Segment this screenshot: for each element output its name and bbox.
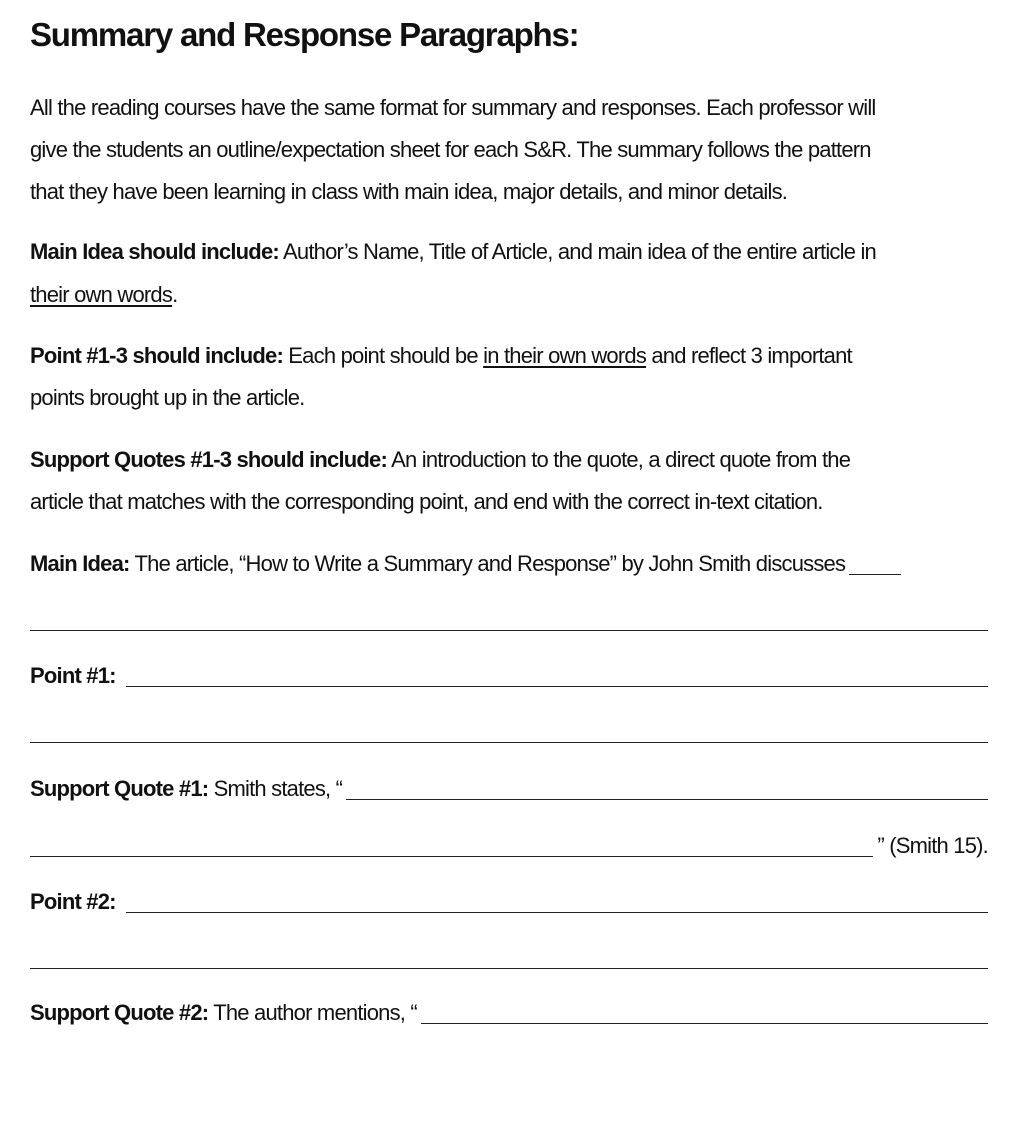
field-text: The author mentions, “: [208, 1000, 417, 1025]
quote2-row: [30, 999, 988, 1027]
field-label: Point #2:: [30, 889, 116, 914]
page-title: Summary and Response Paragraphs:: [30, 16, 579, 53]
main-idea-blank[interactable]: [849, 554, 901, 575]
requirement-text: Each point should be: [283, 343, 484, 368]
point1-blank[interactable]: [126, 666, 988, 687]
main-idea-requirement-cont: [30, 281, 988, 309]
requirement-label: Main Idea should include:: [30, 239, 279, 264]
citation-text: ” (Smith 15).: [877, 833, 988, 858]
quote1-blank[interactable]: [346, 779, 988, 800]
point2-row: [30, 888, 988, 916]
field-text: The article, “How to Write a Summary and Response” by John Smith discusses: [129, 551, 846, 576]
intro-line: give the students an outline/expectation sheet for each S&R. The summary follows the pattern: [30, 137, 871, 162]
quote-requirement: [30, 446, 988, 474]
quote1-row: [30, 775, 988, 803]
point-requirement-cont: points brought up in the article.: [30, 385, 305, 410]
period: .: [172, 282, 178, 307]
point2-blank-line[interactable]: [30, 968, 988, 969]
quote2-blank[interactable]: [421, 1003, 988, 1024]
field-label: Support Quote #1:: [30, 776, 209, 801]
field-label: Point #1:: [30, 663, 116, 688]
main-idea-blank-line[interactable]: [30, 630, 988, 631]
point1-blank-line[interactable]: [30, 742, 988, 743]
requirement-text: An introduction to the quote, a direct quote from the: [387, 447, 851, 472]
main-idea-requirement: [30, 238, 988, 266]
point-requirement: [30, 342, 988, 370]
point2-blank[interactable]: [126, 892, 988, 913]
point1-row: [30, 662, 988, 690]
intro-line: that they have been learning in class with main idea, major details, and minor details.: [30, 179, 788, 204]
requirement-label: Point #1-3 should include:: [30, 343, 283, 368]
quote1-blank-cont[interactable]: [30, 836, 873, 857]
requirement-text: Author’s Name, Title of Article, and main idea of the entire article in: [278, 239, 876, 264]
requirement-text: and reflect 3 important: [646, 343, 852, 368]
underlined-text: their own words: [30, 282, 173, 307]
quote-requirement-cont: article that matches with the corresponding point, and end with the correct in-text citation.: [30, 489, 823, 514]
underlined-text: in their own words: [483, 343, 647, 368]
main-idea-row: [30, 550, 988, 578]
field-label: Main Idea:: [30, 551, 130, 576]
requirement-label: Support Quotes #1-3 should include:: [30, 447, 388, 472]
intro-line: All the reading courses have the same format for summary and responses. Each professor will: [30, 95, 876, 120]
field-label: Support Quote #2:: [30, 1000, 209, 1025]
quote1-citation-row: [30, 832, 988, 860]
field-text: Smith states, “: [208, 776, 343, 801]
